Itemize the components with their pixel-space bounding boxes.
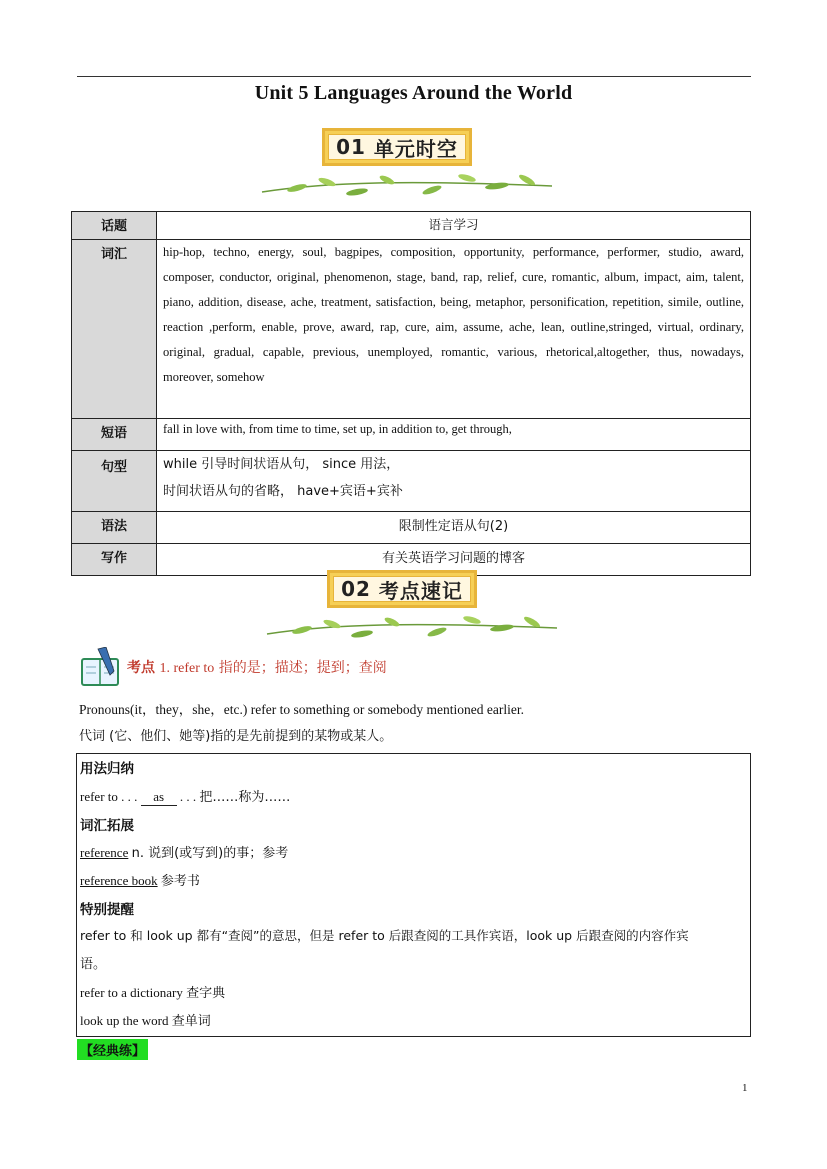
table-row-sentence-patterns	[72, 451, 751, 512]
key-point-header	[80, 647, 480, 687]
vocab-item	[80, 842, 288, 861]
row-content: hip-hop, techno, energy, soul, bagpipes, composition, opportunity, performance, performer, studio, award, composer, conductor, original, phenomenon, stage, band, rap, relief, cure, romantic, album, impact, aim, talent, piano, addition, disease, ache, treatment, satisfaction, being, metaphor, personification, repetition, simile, outline, reaction ,perform, enable, prove, award, rap, cure, aim, assume, ache, lean, outline,stringed, virtual, ordinary, original, gradual, capable, previous, unemployed, romantic, various, rhetorical,altogether, thus, nowadays, moreover, somehow	[157, 240, 751, 419]
notebook-pencil-icon	[80, 647, 124, 687]
table-row-phrases	[72, 419, 751, 451]
vocab-item	[80, 870, 200, 889]
tip-text-line: 语。	[80, 957, 107, 972]
vocab-title: 词汇拓展	[80, 818, 134, 834]
row-header: 词汇	[72, 240, 157, 419]
usage-meaning: 把……称为……	[199, 790, 291, 805]
example-sentence-en: Pronouns(it，they，she，etc.) refer to something or somebody mentioned earlier.	[79, 702, 525, 717]
row-content: 语言学习	[157, 212, 751, 240]
row-content	[157, 451, 751, 512]
row-content: 限制性定语从句(2)	[157, 512, 751, 544]
row-header: 话题	[72, 212, 157, 240]
vocab-word: reference book	[80, 873, 158, 888]
vocab-word: reference	[80, 845, 129, 860]
usage-prefix: refer to . . .	[80, 789, 138, 804]
table-row-vocabulary	[72, 240, 751, 419]
section-label: 单元时空	[373, 136, 458, 161]
section-title-box	[322, 128, 472, 166]
row-header: 短语	[72, 419, 157, 451]
usage-title: 用法归纳	[80, 761, 134, 777]
row-content: 有关英语学习问题的博客	[157, 544, 751, 576]
sentence-pattern-line: 时间状语从句的省略， have+宾语+宾补	[163, 484, 403, 499]
key-point-meaning: 指的是；描述；提到；查阅	[218, 660, 387, 676]
table-row-grammar	[72, 512, 751, 544]
tip-title: 特别提醒	[80, 902, 134, 918]
example-phrase	[80, 982, 225, 1001]
usage-suffix: . . .	[179, 789, 197, 804]
key-point-label	[127, 657, 387, 677]
section-banner-unit-overview	[257, 128, 557, 198]
row-header: 语法	[72, 512, 157, 544]
example-phrase	[80, 1010, 211, 1029]
usage-blank: as	[141, 789, 177, 806]
tip-text-line: refer to 和 look up 都有“查阅”的意思，但是 refer to 后跟查阅的工具作宾语，look up 后跟查阅的内容作宾	[80, 928, 689, 943]
key-point-term: 1. refer to	[159, 661, 215, 676]
section-number: 01	[336, 135, 366, 159]
example-phrase-en: look up the word	[80, 1013, 169, 1028]
example-phrase-en: refer to a dictionary	[80, 985, 183, 1000]
row-content: fall in love with, from time to time, set up, in addition to, get through,	[157, 419, 751, 451]
usage-pattern	[80, 786, 290, 806]
section-banner-key-points	[262, 570, 562, 640]
page-title: Unit 5 Languages Around the World	[254, 82, 573, 104]
sentence-pattern-line: while 引导时间状语从句， since 用法，	[163, 457, 400, 472]
vocab-meaning: 参考书	[160, 874, 200, 889]
table-row-topic	[72, 212, 751, 240]
section-title-box	[327, 570, 477, 608]
usage-notes-box	[76, 753, 751, 1037]
row-header: 写作	[72, 544, 157, 576]
section-number: 02	[341, 577, 371, 601]
example-sentence-cn: 代词 (它、他们、她等)指的是先前提到的某物或某人。	[79, 729, 393, 744]
unit-summary-table	[71, 211, 751, 576]
header-rule	[77, 76, 751, 77]
section-label: 考点速记	[378, 578, 463, 603]
vocab-meaning: n. 说到(或写到)的事；参考	[131, 846, 289, 861]
row-header: 句型	[72, 451, 157, 512]
example-phrase-cn: 查单词	[171, 1014, 211, 1029]
key-point-tag: 考点	[127, 660, 155, 676]
practice-label: 【经典练】	[77, 1039, 148, 1060]
example-phrase-cn: 查字典	[186, 986, 226, 1001]
page-number: 1	[742, 1082, 748, 1094]
